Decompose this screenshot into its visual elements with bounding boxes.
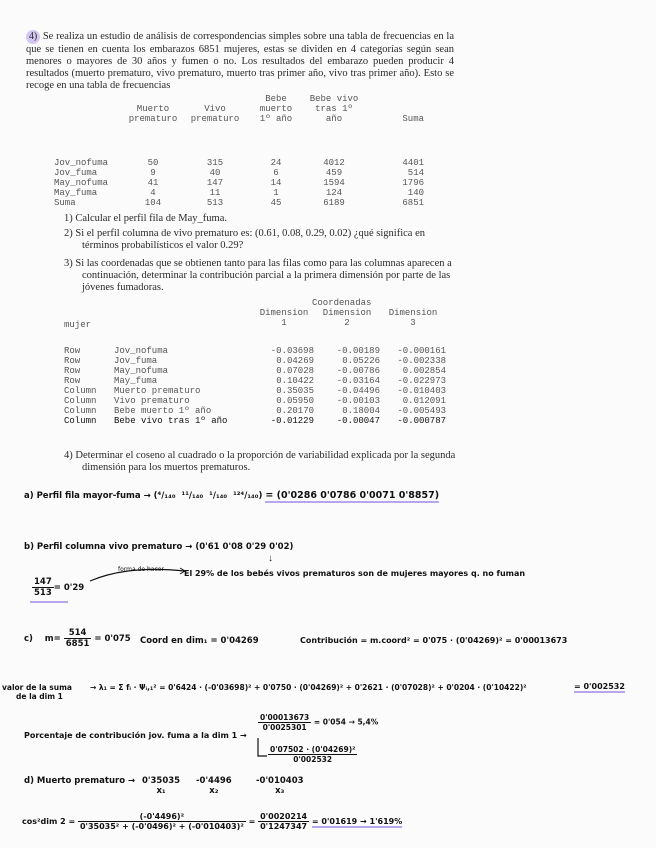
answer-d-label: d) Muerto prematuro → [24, 776, 136, 786]
coord-cell: -0.00189 [336, 346, 380, 356]
coord-cell: -0.005493 [397, 406, 446, 416]
coord-header-cell [64, 308, 114, 318]
coord-header-cell [114, 308, 254, 318]
freq-cell: 513 [206, 198, 224, 208]
answer-c-pct-den: 0'0025301 [262, 723, 307, 732]
answer-d-cos-mid-den: 0'1247347 [260, 822, 308, 831]
coord-cell: -0.000787 [397, 416, 446, 426]
coord-row-label: Column [64, 396, 97, 406]
freq-header-row [54, 94, 424, 104]
freq-header-cell [54, 94, 124, 104]
answer-a-frac-1: (⁴/₁₄₀ [153, 491, 176, 501]
answer-b-values: (0'61 0'08 0'29 0'02) [195, 542, 294, 552]
down-arrow-icon: ↓ [268, 553, 273, 564]
answer-c-pct-alt [268, 745, 357, 764]
question-1: 1) Calcular el perfil fila de May_fuma. [64, 213, 227, 224]
coord-table-row [64, 416, 446, 426]
coord-cell: -0.03164 [336, 376, 380, 386]
answer-d-x1-value: 0'35035 [142, 776, 181, 786]
answer-d-cos-num: (-0'4496)² [78, 812, 246, 822]
freq-header-cell: Muerto [136, 104, 170, 114]
freq-header-cell: prematuro [190, 114, 240, 124]
answer-c-contrib: Contribución = m.coord² = 0'075 · (0'04269)² = 0'00013673 [300, 636, 568, 645]
coord-header-cell: 3 [410, 318, 416, 328]
coord-cell: 0.05950 [276, 396, 314, 406]
coord-row-label: Bebe muerto 1º año [114, 406, 212, 416]
answer-c-lambda-label [2, 683, 72, 701]
problem-statement [26, 30, 454, 92]
answer-c-m-res: = 0'075 [94, 634, 131, 644]
coord-cell: -0.00103 [336, 396, 380, 406]
answer-c-lambda-expr: → λ₁ = Σ fᵢ · Ψᵢ,₁² = 0'6424 · (-0'03698)² + 0'0750 · (0'04269)² + 0'2621 · (0'07028)² + 0'0204 · (0'10422)² [90, 683, 527, 692]
answer-c-row1 [24, 628, 131, 649]
freq-cell: 11 [209, 188, 221, 198]
freq-header-cell: Vivo [204, 104, 226, 114]
answer-c-pct-res: = 0'054 → 5,4% [313, 717, 379, 727]
frequency-table [54, 94, 424, 208]
coord-cell: -0.002338 [397, 356, 446, 366]
answer-a-label: a) Perfil fila mayor-fuma → [24, 491, 151, 501]
answer-d-cos-label: cos²dim 2 = [22, 817, 76, 826]
coord-cell: 0.012091 [402, 396, 446, 406]
coord-row-label: Muerto prematuro [114, 386, 201, 396]
answer-c-m-den: 6851 [65, 639, 90, 649]
coord-header-row [64, 308, 446, 318]
answer-b-frac-num: 147 [34, 577, 52, 587]
freq-cell: 40 [209, 168, 221, 178]
answer-c-lambda-label-1: valor de la suma [2, 683, 72, 692]
coord-table-row [64, 366, 446, 376]
coord-row-label: Vivo prematuro [114, 396, 190, 406]
answer-b [24, 542, 293, 552]
answer-b-frac-res: = 0'29 [53, 583, 85, 593]
freq-header-cell: Suma [402, 114, 424, 124]
coord-left-label: mujer [64, 320, 92, 330]
freq-header-cell [124, 94, 182, 104]
answer-b-fraction [32, 577, 84, 598]
coord-row-label: Row [64, 356, 81, 366]
coord-row-label: Column [64, 406, 97, 416]
coord-row-label: Column [64, 386, 97, 396]
answer-b-underline [30, 601, 68, 603]
coord-cell: 0.18004 [342, 406, 380, 416]
answer-c-m-num: 514 [64, 628, 92, 639]
answer-a-result: = (0'0286 0'0786 0'0071 0'8857) [265, 490, 440, 501]
freq-header-row [54, 114, 424, 124]
coord-header-cell: 2 [344, 318, 350, 328]
freq-table-row [54, 188, 424, 198]
answer-d-x1-sub: x₁ [156, 786, 166, 796]
coord-cell: 0.04269 [276, 356, 314, 366]
freq-cell: 1 [273, 188, 279, 198]
answer-d-cos-result: = 0'01619 → 1'619% [311, 817, 403, 826]
answer-b-explanation: El 29% de los bebés vivos prematuros son de mujeres mayores q. no fuman [184, 569, 526, 578]
freq-cell: 6 [273, 168, 279, 178]
freq-cell: 147 [206, 178, 224, 188]
freq-header-cell [54, 114, 124, 124]
coordinates-table [64, 308, 446, 426]
freq-cell: 41 [147, 178, 159, 188]
freq-cell: 4401 [402, 158, 424, 168]
freq-cell: 104 [144, 198, 162, 208]
answer-d-x3-value: -0'010403 [256, 776, 304, 786]
freq-header-cell [182, 94, 248, 104]
answer-a-frac-4: ¹²⁴/₁₄₀) [233, 491, 263, 501]
freq-header-cell: 1º año [259, 114, 293, 124]
coord-row-label: Row [64, 346, 81, 356]
freq-header-cell: Bebe [265, 94, 287, 104]
coord-table-row [64, 346, 446, 356]
coord-cell: 0.07028 [276, 366, 314, 376]
answer-c-pct-num: 0'00013673 [260, 713, 310, 722]
freq-row-label: May_fuma [54, 188, 98, 198]
answer-d-x3 [256, 776, 304, 796]
coord-header-cell [64, 318, 114, 328]
answer-d-x2 [196, 776, 232, 796]
freq-row-label: Jov_nofuma [54, 158, 109, 168]
freq-cell: 4012 [323, 158, 345, 168]
coord-row-label: Jov_nofuma [114, 346, 169, 356]
answer-d-cos: cos²dim 2 = $\frac{\text{(-0'4496)²}}{\text{0'35035² + (-0'0496)² + (-0'010403)²}}$ = $\frac{0'0020214}{0'1247347}$ = 0'01619 → 1'619% [22, 812, 403, 831]
answer-d-cos-mid-num: 0'0020214 [260, 812, 308, 821]
coord-header-cell: 1 [281, 318, 287, 328]
freq-row-label: Jov_fuma [54, 168, 98, 178]
answer-b-arrow-note: forma de hacer [118, 566, 164, 573]
answer-d-x1 [142, 776, 180, 796]
freq-header-cell: prematuro [128, 114, 178, 124]
freq-cell: 315 [206, 158, 224, 168]
freq-header-row [54, 104, 424, 114]
freq-cell: 9 [150, 168, 156, 178]
coord-row-label: May_fuma [114, 376, 158, 386]
answer-b-frac-den: 513 [34, 588, 52, 598]
answer-c-pct-alt-den: 0'002532 [293, 755, 333, 764]
question-4: 4) Determinar el coseno al cuadrado o la proporción de variabilidad explicada por la segunda dimensión para los muertos prematuros. [64, 450, 456, 473]
coord-table-row [64, 356, 446, 366]
coord-row-label: Row [64, 366, 81, 376]
freq-table-row [54, 168, 424, 178]
freq-header-cell: año [325, 114, 343, 124]
coord-cell: 0.20170 [276, 406, 314, 416]
freq-header-cell: muerto [259, 104, 293, 114]
problem-number: 4) [26, 30, 40, 44]
answer-a [24, 490, 439, 501]
answer-d-x3-sub: x₃ [275, 786, 285, 796]
coord-cell: 0.10422 [276, 376, 314, 386]
freq-cell: 1796 [402, 178, 424, 188]
freq-cell: 14 [270, 178, 282, 188]
freq-header-cell: tras 1º [315, 104, 353, 114]
answer-a-frac-2: ¹¹/₁₄₀ [181, 491, 204, 501]
freq-header-cell: Bebe vivo [309, 94, 359, 104]
coord-header-cell [114, 318, 254, 328]
coord-header-row [64, 318, 446, 328]
answer-c-lambda-result: = 0'002532 [574, 682, 625, 691]
coord-table-row [64, 376, 446, 386]
freq-header-cell [54, 104, 124, 114]
coord-cell: 0.35035 [276, 386, 314, 396]
answer-d-x2-value: -0'4496 [196, 776, 232, 786]
freq-cell: 6189 [323, 198, 345, 208]
coord-cell: -0.03698 [270, 346, 314, 356]
answer-c-pct-label: Porcentaje de contribución jov. fuma a la dim 1 → [24, 731, 247, 740]
coord-cell: -0.01229 [270, 416, 314, 426]
coord-row-label: Bebe vivo tras 1º año [114, 416, 228, 426]
coord-cell: -0.022973 [397, 376, 446, 386]
freq-cell: 124 [325, 188, 343, 198]
bracket-icon [256, 738, 268, 760]
coord-table-row [64, 406, 446, 416]
coord-cell: -0.010403 [397, 386, 446, 396]
answer-d-x2-sub: x₂ [209, 786, 219, 796]
freq-table-row [54, 178, 424, 188]
coord-header-cell: Dimension [388, 308, 438, 318]
question-3: 3) Si las coordenadas que se obtienen tanto para las filas como para las columnas aparecen a continuación, determinar la contribución parcial a la primera dimensión por parte de las jóvenes fumadoras. [64, 258, 452, 293]
answer-c-pct [258, 713, 378, 732]
freq-table-row [54, 158, 424, 168]
coord-table-row [64, 396, 446, 406]
answer-b-label: b) Perfil columna vivo prematuro → [24, 542, 193, 552]
coord-header-cell: Dimension [259, 308, 309, 318]
freq-cell: 24 [270, 158, 282, 168]
coord-cell: -0.000161 [397, 346, 446, 356]
freq-row-label: Suma [54, 198, 76, 208]
question-2: 2) Si el perfil columna de vivo prematuro es: (0.61, 0.08, 0.29, 0.02) ¿qué significa en términos probabilísticos el valor 0.29? [64, 228, 425, 251]
answer-c-lambda-label-2: de la dim 1 [16, 692, 63, 701]
freq-cell: 4 [150, 188, 156, 198]
answer-c-m-lhs: m= [44, 634, 61, 644]
freq-row-label: May_nofuma [54, 178, 109, 188]
coord-cell: -0.00786 [336, 366, 380, 376]
freq-cell: 459 [325, 168, 343, 178]
answer-c-label: c) [24, 634, 33, 644]
freq-cell: 1594 [323, 178, 345, 188]
answer-a-frac-3: ¹/₁₄₀ [209, 491, 228, 501]
coord-cell: 0.002854 [402, 366, 446, 376]
freq-cell: 140 [407, 188, 424, 198]
coord-cell: -0.04496 [336, 386, 380, 396]
coord-row-label: Column [64, 416, 97, 426]
freq-cell: 50 [147, 158, 159, 168]
coord-title: Coordenadas [312, 298, 372, 308]
freq-table-row [54, 198, 424, 208]
freq-cell: 514 [407, 168, 424, 178]
freq-cell: 6851 [402, 198, 424, 208]
coord-cell: -0.00047 [336, 416, 380, 426]
coord-row-label: Jov_fuma [114, 356, 158, 366]
coord-header-cell: Dimension [322, 308, 372, 318]
coord-cell: 0.05226 [342, 356, 380, 366]
freq-header-cell [364, 104, 424, 114]
problem-intro: Se realiza un estudio de análisis de correspondencias simples sobre una tabla de frecuencias en la que se tienen en cuenta los embarazos 6851 mujeres, estas se dividen en 4 categorías según sean menores o mayores de 30 años y fumen o no. Los resultados del embarazo pueden producir 4 resultados (muerto prematuro, vivo prematuro, muerto tras primer año, vivo tras primer año). Esto se recoge en una tabla de frecuencias [26, 31, 454, 91]
freq-header-cell [364, 94, 424, 104]
coord-table-row [64, 386, 446, 396]
answer-c-pct-alt-num: 0'07502 · (0'04269)² [270, 745, 356, 754]
answer-d-cos-den: 0'35035² + (-0'0496)² + (-0'010403)² [79, 822, 244, 831]
coord-row-label: May_nofuma [114, 366, 169, 376]
coord-row-label: Row [64, 376, 81, 386]
answer-c-coord: Coord en dim₁ = 0'04269 [140, 636, 259, 646]
freq-cell: 45 [270, 198, 282, 208]
